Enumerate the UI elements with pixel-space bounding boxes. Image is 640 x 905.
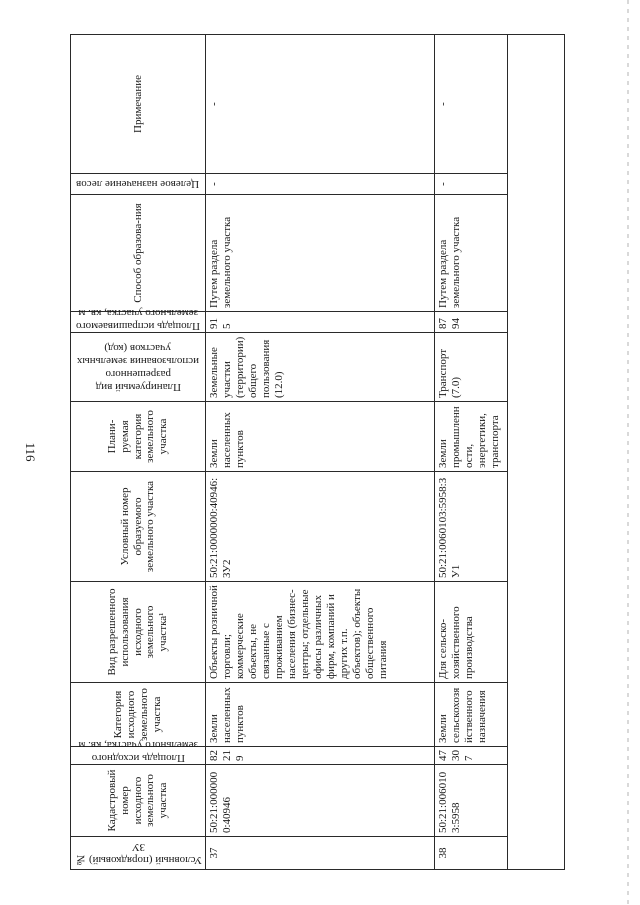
cell-method: Путем раздела земельного участка: [435, 195, 508, 312]
blank-area: [508, 35, 565, 870]
header-permitted-use: Вид разрешенного использования исходного земельного участка¹: [71, 582, 206, 683]
cell-permitted-use: Объекты розничной торговли; коммерческие объекты, не связанные с проживанием населения (бизнес-центры; отдельные офисы различных фирм, компаний и других т.п. объектов); объекты общественного питания: [206, 582, 435, 683]
cell-orig-category: Земли населенных пунктов: [206, 683, 435, 747]
cell-cadastral: 50:21:0060103:5958: [435, 765, 508, 837]
cell-orig-category: Земли сельскохозяйственного назначения: [435, 683, 508, 747]
header-method: Способ образова-ния: [71, 195, 206, 312]
cell-planned-use: Земельные участки (территории) общего пользования (12.0): [206, 333, 435, 402]
cell-planned-use: Транспорт (7.0): [435, 333, 508, 402]
cell-permitted-use: Для сельско-хозяйственного производства: [435, 582, 508, 683]
table-blank-row: [508, 35, 565, 870]
header-planned-category: Плани-руемая категория земельного участка: [71, 402, 206, 472]
header-cadastral: Кадастровый номер исходного земельного участка: [71, 765, 206, 837]
header-orig-category: Категория исходного земельного участка: [71, 683, 206, 747]
cell-num: 38: [435, 837, 508, 870]
cell-new-number: 50:21:0000000:40946:ЗУ2: [206, 472, 435, 582]
cell-planned-category: Земли промышленности, энергетики, транспорта: [435, 402, 508, 472]
cell-forest-purpose: -: [435, 174, 508, 195]
table-row: [206, 35, 435, 870]
cell-num: 37: [206, 837, 435, 870]
header-note: Примечание: [71, 35, 206, 174]
cell-orig-area: 47307: [435, 747, 508, 765]
cell-planned-category: Земли населенных пунктов: [206, 402, 435, 472]
land-plots-table: [70, 34, 565, 870]
cell-method: Путем раздела земельного участка: [206, 195, 435, 312]
cell-orig-area: 82219: [206, 747, 435, 765]
table-row: [435, 35, 508, 870]
header-num: Условный (порядковый) № ЗУ: [71, 837, 206, 870]
header-forest-purpose: Целевое назначение лесов: [71, 174, 206, 195]
cell-forest-purpose: -: [206, 174, 435, 195]
cell-req-area: 915: [206, 312, 435, 333]
header-new-number: Условный номер образуемого земельного участка: [71, 472, 206, 582]
cell-new-number: 50:21:0060103:5958:ЗУ1: [435, 472, 508, 582]
header-req-area: Площадь испрашиваемого земельного участка, кв. м: [71, 312, 206, 333]
rotated-table-container: [70, 35, 565, 870]
cell-cadastral: 50:21:0000000:40946: [206, 765, 435, 837]
cell-req-area: 8794: [435, 312, 508, 333]
header-orig-area: Площадь исходного земельного участка, кв. м: [71, 747, 206, 765]
table-header-row: [71, 35, 206, 870]
cell-note: -: [206, 35, 435, 174]
page-number: 116: [23, 442, 38, 462]
cell-note: -: [435, 35, 508, 174]
header-planned-use: Планируемый вид разрешенного использования земельных участков (код): [71, 333, 206, 402]
scan-edge-shadow: [627, 0, 629, 905]
